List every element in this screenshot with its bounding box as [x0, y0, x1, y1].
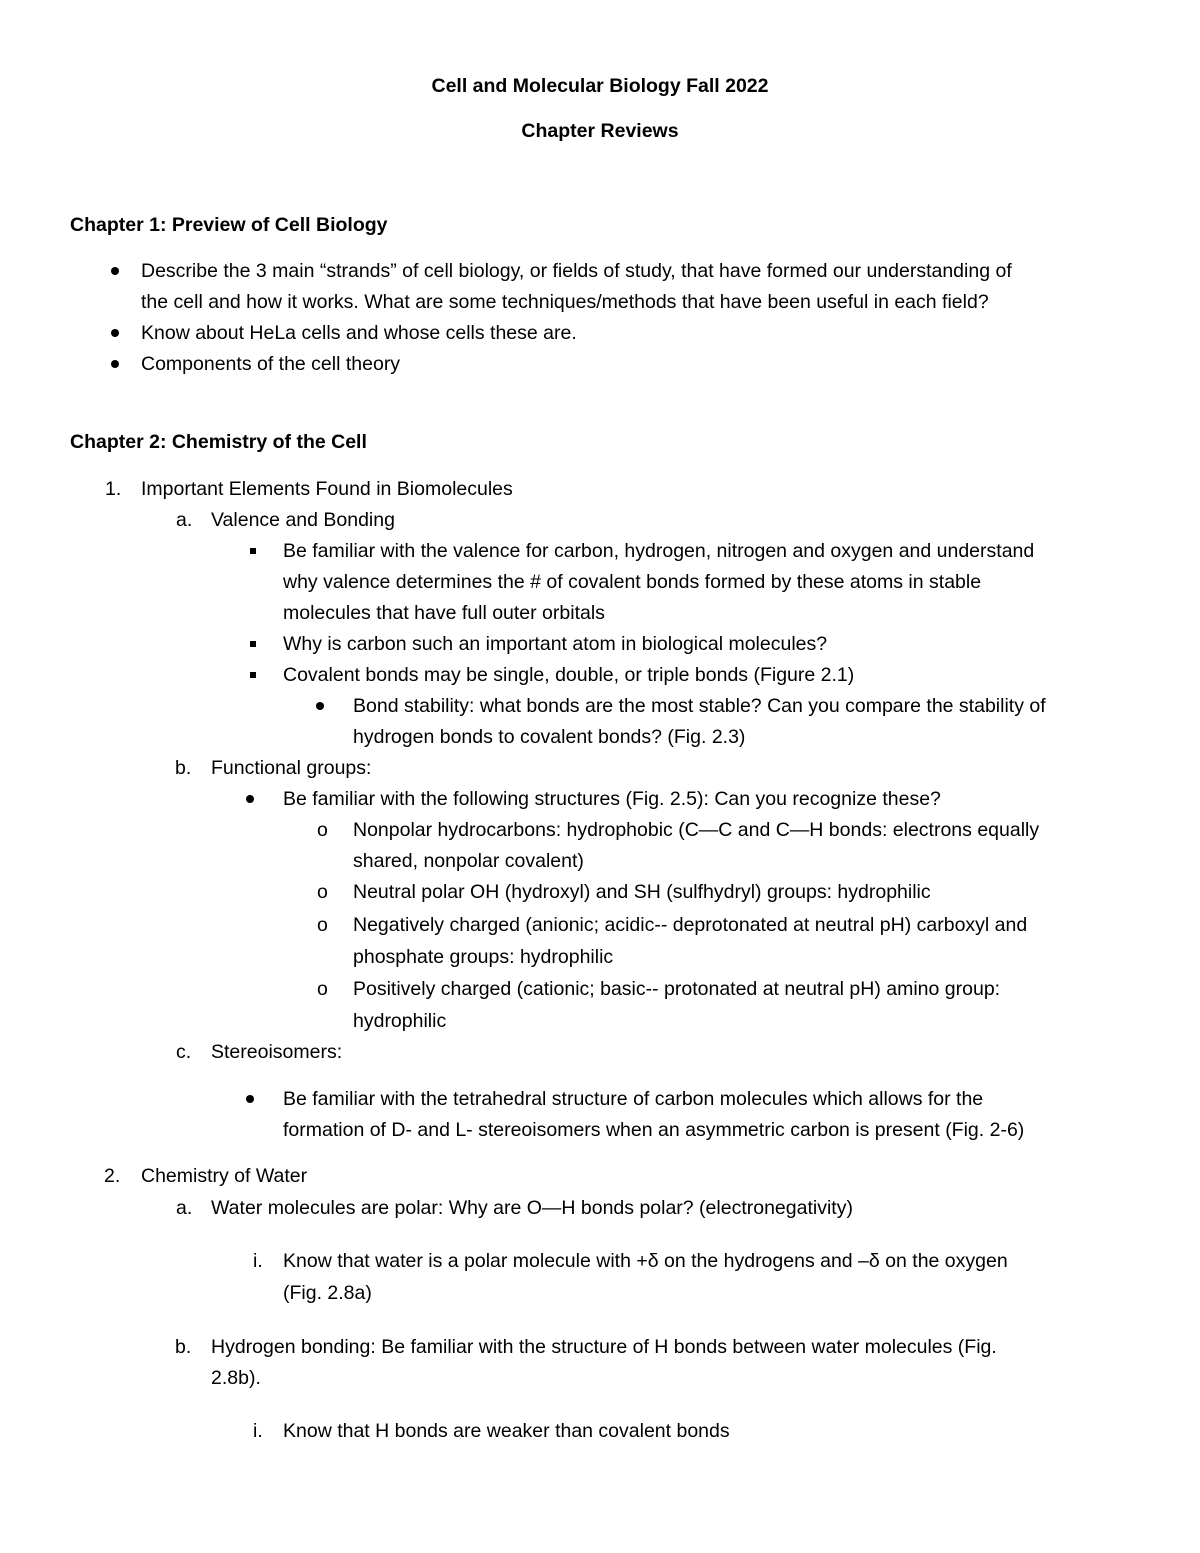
- bullet-icon: [111, 329, 119, 337]
- item-valence-cont: molecules that have full outer orbitals: [283, 602, 605, 624]
- item-structures: Be familiar with the following structures (Fig. 2.5): Can you recognize these?: [283, 788, 941, 810]
- subsection-hydrogen-bonding-cont: 2.8b).: [211, 1367, 261, 1389]
- ch1-item-hela: Know about HeLa cells and whose cells these are.: [141, 322, 577, 344]
- item-tetrahedral-cont: formation of D- and L- stereoisomers when an asymmetric carbon is present (Fig. 2-6): [283, 1119, 1025, 1141]
- item-bond-stability-cont: hydrogen bonds to covalent bonds? (Fig. 2.3): [353, 726, 746, 748]
- bullet-icon: [111, 267, 119, 275]
- item-polar-molecule-cont: (Fig. 2.8a): [283, 1282, 372, 1304]
- subsection-functional-groups: Functional groups:: [211, 757, 372, 779]
- item-nonpolar-cont: shared, nonpolar covalent): [353, 850, 584, 872]
- list-letter: b.: [175, 1336, 192, 1358]
- document-title: Cell and Molecular Biology Fall 2022: [431, 75, 769, 97]
- circle-bullet-icon: o: [317, 978, 328, 1000]
- subsection-hydrogen-bonding: Hydrogen bonding: Be familiar with the structure of H bonds between water molecules (Fig.: [211, 1336, 997, 1358]
- section-important-elements: Important Elements Found in Biomolecules: [141, 478, 513, 500]
- subsection-stereoisomers: Stereoisomers:: [211, 1041, 343, 1063]
- list-roman: i.: [253, 1250, 263, 1272]
- item-polar-molecule: Know that water is a polar molecule with +δ on the hydrogens and –δ on the oxygen: [283, 1250, 1008, 1272]
- list-letter: a.: [176, 1197, 193, 1219]
- list-roman: i.: [253, 1420, 263, 1442]
- chapter-2-heading: Chapter 2: Chemistry of the Cell: [70, 431, 367, 453]
- bullet-icon: [246, 795, 254, 803]
- circle-bullet-icon: o: [317, 819, 328, 841]
- document-subtitle: Chapter Reviews: [521, 120, 679, 142]
- circle-bullet-icon: o: [317, 914, 328, 936]
- item-bond-stability: Bond stability: what bonds are the most stable? Can you compare the stability of: [353, 695, 1046, 717]
- circle-bullet-icon: o: [317, 881, 328, 903]
- square-bullet-icon: [250, 548, 256, 554]
- list-letter: c.: [176, 1041, 192, 1063]
- chapter-1-heading: Chapter 1: Preview of Cell Biology: [70, 214, 388, 236]
- list-letter: b.: [175, 757, 192, 779]
- item-positively-charged: Positively charged (cationic; basic-- protonated at neutral pH) amino group:: [353, 978, 1001, 1000]
- subsection-water-polar: Water molecules are polar: Why are O—H bonds polar? (electronegativity): [211, 1197, 853, 1219]
- ch1-item-strands: Describe the 3 main “strands” of cell biology, or fields of study, that have formed our understanding of: [141, 260, 1012, 282]
- list-number: 1.: [105, 478, 122, 500]
- item-valence-cont: why valence determines the # of covalent bonds formed by these atoms in stable: [283, 571, 982, 593]
- section-chemistry-water: Chemistry of Water: [141, 1165, 308, 1187]
- item-tetrahedral: Be familiar with the tetrahedral structure of carbon molecules which allows for the: [283, 1088, 984, 1110]
- item-neutral-polar: Neutral polar OH (hydroxyl) and SH (sulfhydryl) groups: hydrophilic: [353, 881, 931, 903]
- item-valence: Be familiar with the valence for carbon, hydrogen, nitrogen and oxygen and understand: [283, 540, 1035, 562]
- ch1-item-strands-cont: the cell and how it works. What are some techniques/methods that have been useful in each field?: [141, 291, 989, 313]
- subsection-valence-bonding: Valence and Bonding: [211, 509, 395, 531]
- item-positively-charged-cont: hydrophilic: [353, 1010, 447, 1032]
- square-bullet-icon: [250, 641, 256, 647]
- list-number: 2.: [104, 1165, 121, 1187]
- item-h-bonds-weaker: Know that H bonds are weaker than covalent bonds: [283, 1420, 730, 1442]
- item-covalent-bonds: Covalent bonds may be single, double, or triple bonds (Figure 2.1): [283, 664, 855, 686]
- bullet-icon: [111, 360, 119, 368]
- item-negatively-charged: Negatively charged (anionic; acidic-- deprotonated at neutral pH) carboxyl and: [353, 914, 1028, 936]
- item-carbon: Why is carbon such an important atom in biological molecules?: [283, 633, 828, 655]
- list-letter: a.: [176, 509, 193, 531]
- square-bullet-icon: [250, 672, 256, 678]
- ch1-item-cell-theory: Components of the cell theory: [141, 353, 401, 375]
- bullet-icon: [246, 1095, 254, 1103]
- bullet-icon: [316, 702, 324, 710]
- item-nonpolar: Nonpolar hydrocarbons: hydrophobic (C—C and C—H bonds: electrons equally: [353, 819, 1040, 841]
- item-negatively-charged-cont: phosphate groups: hydrophilic: [353, 946, 614, 968]
